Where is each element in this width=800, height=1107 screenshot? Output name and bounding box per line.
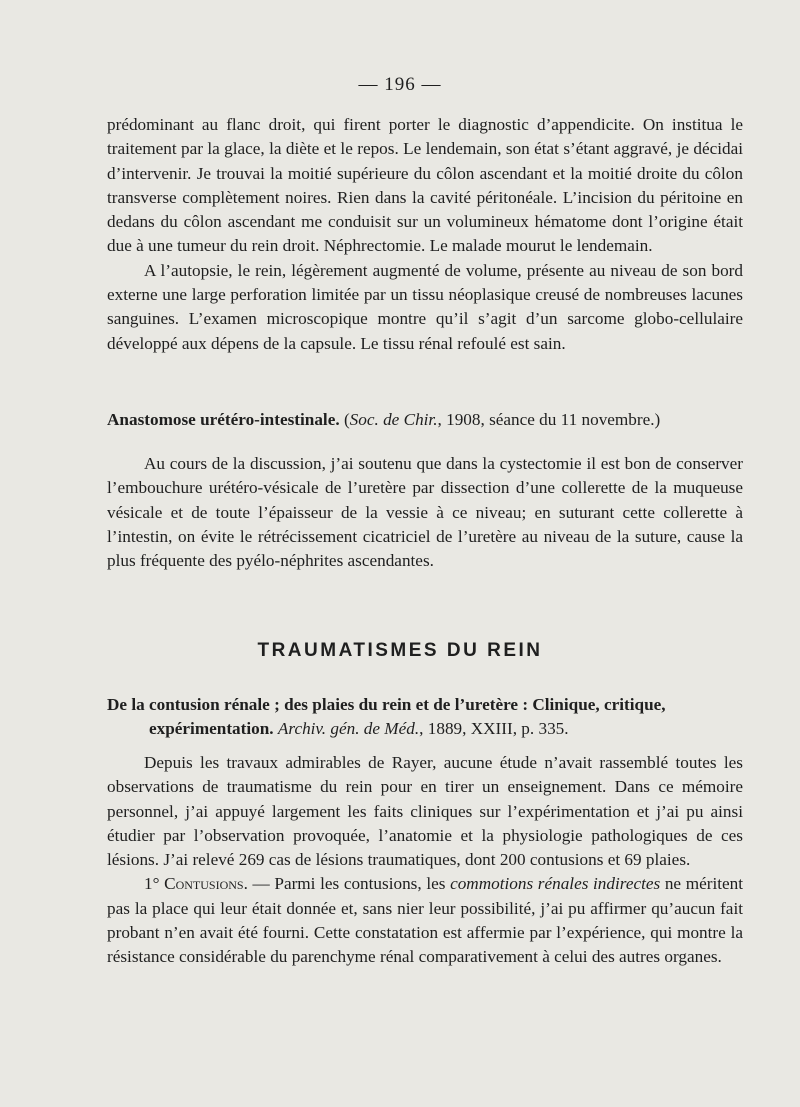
contusions-lead: 1° Contusions. <box>144 874 248 894</box>
paragraph-contusions <box>107 872 743 969</box>
reference-details: , 1889, XXIII, p. 335. <box>419 719 569 739</box>
reference-line <box>107 693 743 742</box>
paragraph-autopsy: A l’autopsie, le rein, légèrement augmenté de volume, présente au niveau de son bord externe une large perforation limitée par un tissu néoplasique creusé de nombreuses lacunes sanguines. L’examen microscopique montre qu’il s’agit d’un sarcome globo-cellulaire développé aux dépens de la capsule. Le tissu rénal refoulé est sain. <box>107 260 743 353</box>
paragraph-rayer: Depuis les travaux admirables de Rayer, aucune étude n’avait rassemblé toutes les observations de traumatisme du rein pour en tirer un enseignement. Dans ce mémoire personnel, j’ai appuyé largement les faits cliniques sur l’expérimentation et j’ai pu ainsi étudier par l’observation provoquée, l’anatomie et la physiologie pathologiques de ces lésions. J’ai relevé 269 cas de lésions traumatiques, dont 200 contusions et 69 plaies. <box>107 753 743 870</box>
body-traumatismes <box>107 751 743 970</box>
reference-line <box>107 408 743 432</box>
contusions-text-2: ne méritent pas la place qui leur était donnée et, sans nier leur possibilité, j’ai pu affirmer qu’aucun fait probant n’en avait été fourni. Cette constatation est affermie par l’expérience, qui montre la résistance considérable du parenchyme rénal comparativement à celui des autres organes. <box>107 874 743 967</box>
reference-open-paren: ( <box>343 410 350 429</box>
contusions-italic: commotions rénales indirectes <box>450 874 661 894</box>
reference-title: Anastomose urétéro-intestinale. <box>107 410 340 429</box>
body-top <box>107 113 743 356</box>
section-heading: TRAUMATISMES DU REIN <box>257 640 543 661</box>
reference-source: Soc. de Chir. <box>349 410 438 429</box>
reference-source: Archiv. gén. de Méd. <box>277 719 420 739</box>
reference-anastomose <box>107 408 743 432</box>
reference-contusion <box>107 693 743 742</box>
body-discussion <box>107 452 743 573</box>
page-number: — 196 — <box>358 74 442 95</box>
paragraph-discussion: Au cours de la discussion, j’ai soutenu que dans la cystectomie il est bon de conserver l’embouchure urétéro-vésicale de l’uretère par dissection d’une collerette de la muqueuse vésicale et de toute l’épaisseur de la vessie à ce niveau; en suturant cette collerette à l’intestin, on évite le rétrécissement cicatriciel de l’uretère au niveau de la suture, cause la plus fréquente des pyélo-néphrites ascendantes. <box>107 454 743 571</box>
reference-details: , 1908, séance du 11 novembre.) <box>437 410 661 429</box>
contusions-text-1: — Parmi les contusions, les <box>247 874 451 894</box>
reference-title: De la contusion rénale ; des plaies du rein et de l’uretère : Clinique, critique, expérimentation. <box>107 695 666 739</box>
paragraph-case-report: prédominant au flanc droit, qui firent porter le diagnostic d’appendicite. On institua le traitement par la glace, la diète et le repos. Le lendemain, son état s’étant aggravé, je décidai d’intervenir. Je trouvai la moitié supérieure du côlon ascendant et la moitié droite du côlon transverse complètement noires. Rien dans la cavité péritonéale. L’incision du péritoine en dedans du côlon ascendant me conduisit sur un volumineux hématome dont l’origine était due à une tumeur du rein droit. Néphrectomie. Le malade mourut le lendemain. <box>107 115 743 256</box>
